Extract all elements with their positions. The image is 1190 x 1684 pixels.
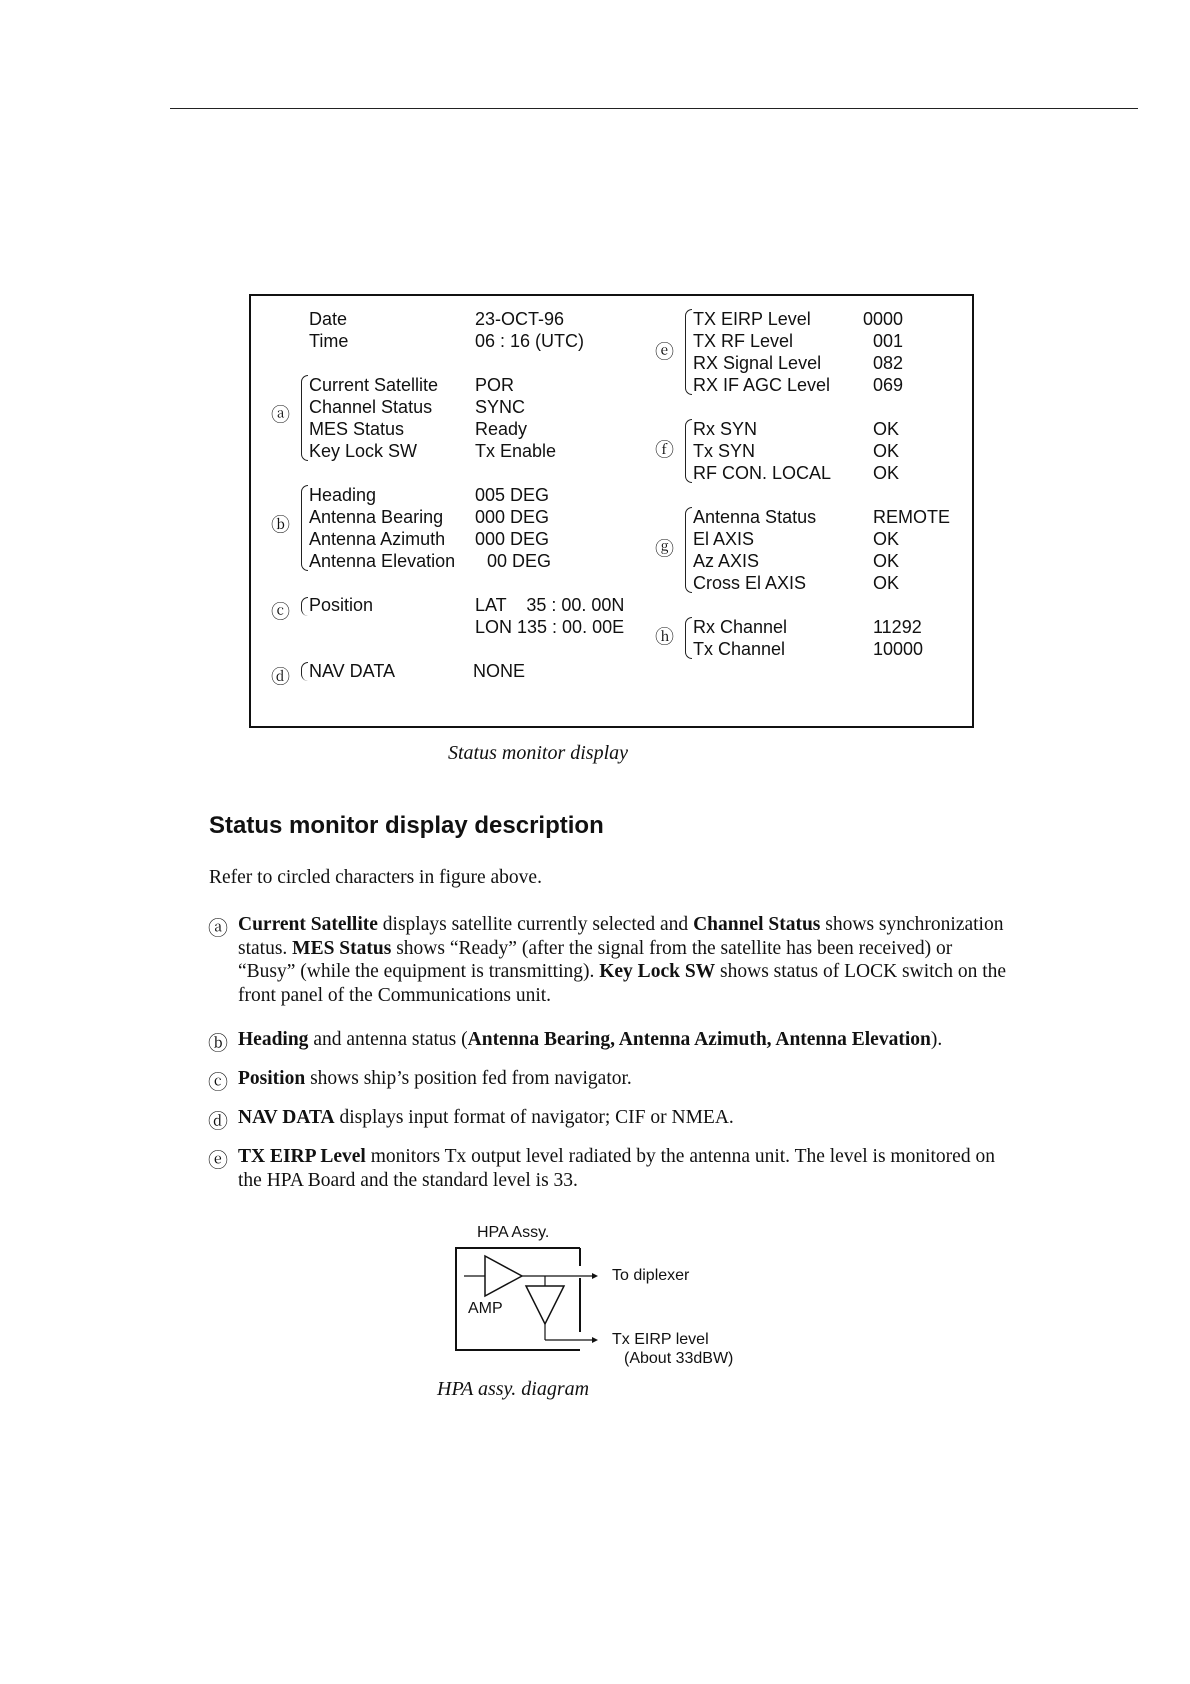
item-a-term-4: Key Lock SW <box>599 961 716 982</box>
item-c-text <box>238 1067 1018 1091</box>
item-a-text-2: shows synchronization status. <box>238 914 1004 959</box>
tx-eirp-level-diagram-sub: (About 33dBW) <box>624 1350 734 1367</box>
antenna-azimuth-value: 000 DEG <box>475 529 550 549</box>
out2-arrow-icon <box>592 1337 598 1343</box>
item-a-text-3: shows “Ready” (after the signal from the satellite has been received) or “Busy” (while the equipment is transmitting). <box>238 937 953 982</box>
tx-eirp-level-value: 0000 <box>863 309 904 329</box>
item-d-mark-icon: ⓓ <box>208 1109 228 1133</box>
time-value: 06 : 16 (UTC) <box>475 331 585 351</box>
brace-g <box>685 507 692 593</box>
time-label: Time <box>309 331 349 351</box>
tx-channel-label: Tx Channel <box>693 639 786 659</box>
el-axis-label: El AXIS <box>693 529 755 549</box>
tx-rf-level-value: 001 <box>873 331 904 351</box>
amp-label: AMP <box>468 1300 503 1317</box>
monitor-caption: Status monitor display <box>448 742 629 764</box>
rx-if-agc-level-label: RX IF AGC Level <box>693 375 831 395</box>
circle-h-icon: ⓗ <box>655 626 675 648</box>
antenna-bearing-label: Antenna Bearing <box>309 507 444 527</box>
item-b-mark-icon: ⓑ <box>208 1031 228 1055</box>
position-label: Position <box>309 595 374 615</box>
cross-el-axis-value: OK <box>873 573 900 593</box>
position-lat-value: LAT 35 : 00. 00N <box>475 595 625 615</box>
item-a-text <box>238 913 1013 1007</box>
key-lock-sw-label: Key Lock SW <box>309 441 418 461</box>
item-a-term-2: Channel Status <box>693 914 821 935</box>
item-b-text-1: and antenna status ( <box>308 1029 468 1050</box>
item-e-text <box>238 1145 1013 1192</box>
antenna-bearing-value: 000 DEG <box>475 507 550 527</box>
item-b-text <box>238 1028 1038 1052</box>
cross-el-axis-label: Cross El AXIS <box>693 573 807 593</box>
heading-value: 005 DEG <box>475 485 550 505</box>
nav-data-label: NAV DATA <box>309 661 396 681</box>
brace-e <box>685 309 692 395</box>
az-axis-label: Az AXIS <box>693 551 760 571</box>
key-lock-sw-value: Tx Enable <box>475 441 557 461</box>
item-b-term-1: Heading <box>238 1029 309 1050</box>
date-value: 23-OCT-96 <box>475 309 565 329</box>
rx-syn-label: Rx SYN <box>693 419 758 439</box>
current-satellite-value: POR <box>475 375 515 395</box>
antenna-azimuth-label: Antenna Azimuth <box>309 529 446 549</box>
brace-c <box>301 597 308 616</box>
item-c-text-1: shows ship’s position fed from navigator. <box>305 1068 632 1089</box>
mes-status-value: Ready <box>475 419 528 439</box>
tx-syn-label: Tx SYN <box>693 441 756 461</box>
rx-signal-level-label: RX Signal Level <box>693 353 822 373</box>
header-rule <box>170 108 1138 109</box>
item-d-text-1: displays input format of navigator; CIF or NMEA. <box>334 1107 734 1128</box>
rx-channel-label: Rx Channel <box>693 617 788 637</box>
heading-label: Heading <box>309 485 377 505</box>
antenna-status-value: REMOTE <box>873 507 951 527</box>
circle-b-icon: ⓑ <box>271 514 291 536</box>
channel-status-label: Channel Status <box>309 397 433 417</box>
diagram-caption: HPA assy. diagram <box>437 1378 590 1400</box>
mes-status-label: MES Status <box>309 419 405 439</box>
out1-arrow-icon <box>592 1273 598 1279</box>
circle-e-icon: ⓔ <box>655 341 675 363</box>
el-axis-value: OK <box>873 529 900 549</box>
rx-syn-value: OK <box>873 419 900 439</box>
item-a-mark-icon: ⓐ <box>208 916 228 940</box>
item-e-text-1: monitors Tx output level radiated by the antenna unit. The level is monitored on the HPA Board and the standard level is 33. <box>238 1146 995 1191</box>
antenna-elevation-value: 00 DEG <box>487 551 552 571</box>
item-a-term-1: Current Satellite <box>238 914 378 935</box>
tx-eirp-level-diagram-label: Tx EIRP level <box>612 1331 709 1348</box>
rf-con-local-value: OK <box>873 463 900 483</box>
circle-c-icon: ⓒ <box>271 601 291 623</box>
brace-b <box>301 485 308 571</box>
section-heading: Status monitor display description <box>209 812 604 839</box>
brace-h <box>685 617 692 659</box>
item-a-term-3: MES Status <box>292 937 392 959</box>
to-diplexer-label: To diplexer <box>612 1267 690 1284</box>
item-a-text-4: shows status of LOCK switch on the front panel of the Communications unit. <box>238 961 1007 1006</box>
antenna-status-label: Antenna Status <box>693 507 817 527</box>
item-c-mark-icon: ⓒ <box>208 1070 228 1094</box>
tx-syn-value: OK <box>873 441 900 461</box>
item-a-text-1: displays satellite currently selected and <box>377 914 694 935</box>
item-b-text-2: ). <box>930 1029 943 1050</box>
tx-rf-level-label: TX RF Level <box>693 331 794 351</box>
item-d-term-1: NAV DATA <box>238 1107 335 1128</box>
hpa-box-outline <box>456 1248 580 1350</box>
circle-d-icon: ⓓ <box>271 666 291 688</box>
detector-triangle <box>526 1286 564 1324</box>
brace-f <box>685 419 692 483</box>
brace-a <box>301 375 308 461</box>
tx-eirp-level-label: TX EIRP Level <box>693 309 811 329</box>
item-b-term-2: Antenna Bearing, Antenna Azimuth, Antenna Elevation <box>467 1029 931 1050</box>
status-monitor-display <box>249 294 974 728</box>
amp-triangle <box>485 1256 522 1296</box>
az-axis-value: OK <box>873 551 900 571</box>
circle-f-icon: ⓕ <box>655 439 675 461</box>
tx-channel-value: 10000 <box>873 639 924 659</box>
current-satellite-label: Current Satellite <box>309 375 439 395</box>
rx-signal-level-value: 082 <box>873 353 904 373</box>
item-d-text <box>238 1106 1018 1130</box>
position-lon-value: LON 135 : 00. 00E <box>475 617 625 637</box>
item-e-mark-icon: ⓔ <box>208 1148 228 1172</box>
item-e-term-1: TX EIRP Level <box>238 1146 366 1167</box>
channel-status-value: SYNC <box>475 397 526 417</box>
item-c-term-1: Position <box>238 1068 306 1089</box>
rf-con-local-label: RF CON. LOCAL <box>693 463 832 483</box>
brace-d <box>301 662 308 681</box>
antenna-elevation-label: Antenna Elevation <box>309 551 456 571</box>
nav-data-value: NONE <box>473 661 526 681</box>
rx-channel-value: 11292 <box>873 617 922 637</box>
intro-text: Refer to circled characters in figure above. <box>209 867 542 888</box>
circle-g-icon: ⓖ <box>655 538 675 560</box>
diagram-title: HPA Assy. <box>477 1224 550 1241</box>
circle-a-icon: ⓐ <box>271 404 291 426</box>
date-label: Date <box>309 309 348 329</box>
rx-if-agc-level-value: 069 <box>873 375 904 395</box>
